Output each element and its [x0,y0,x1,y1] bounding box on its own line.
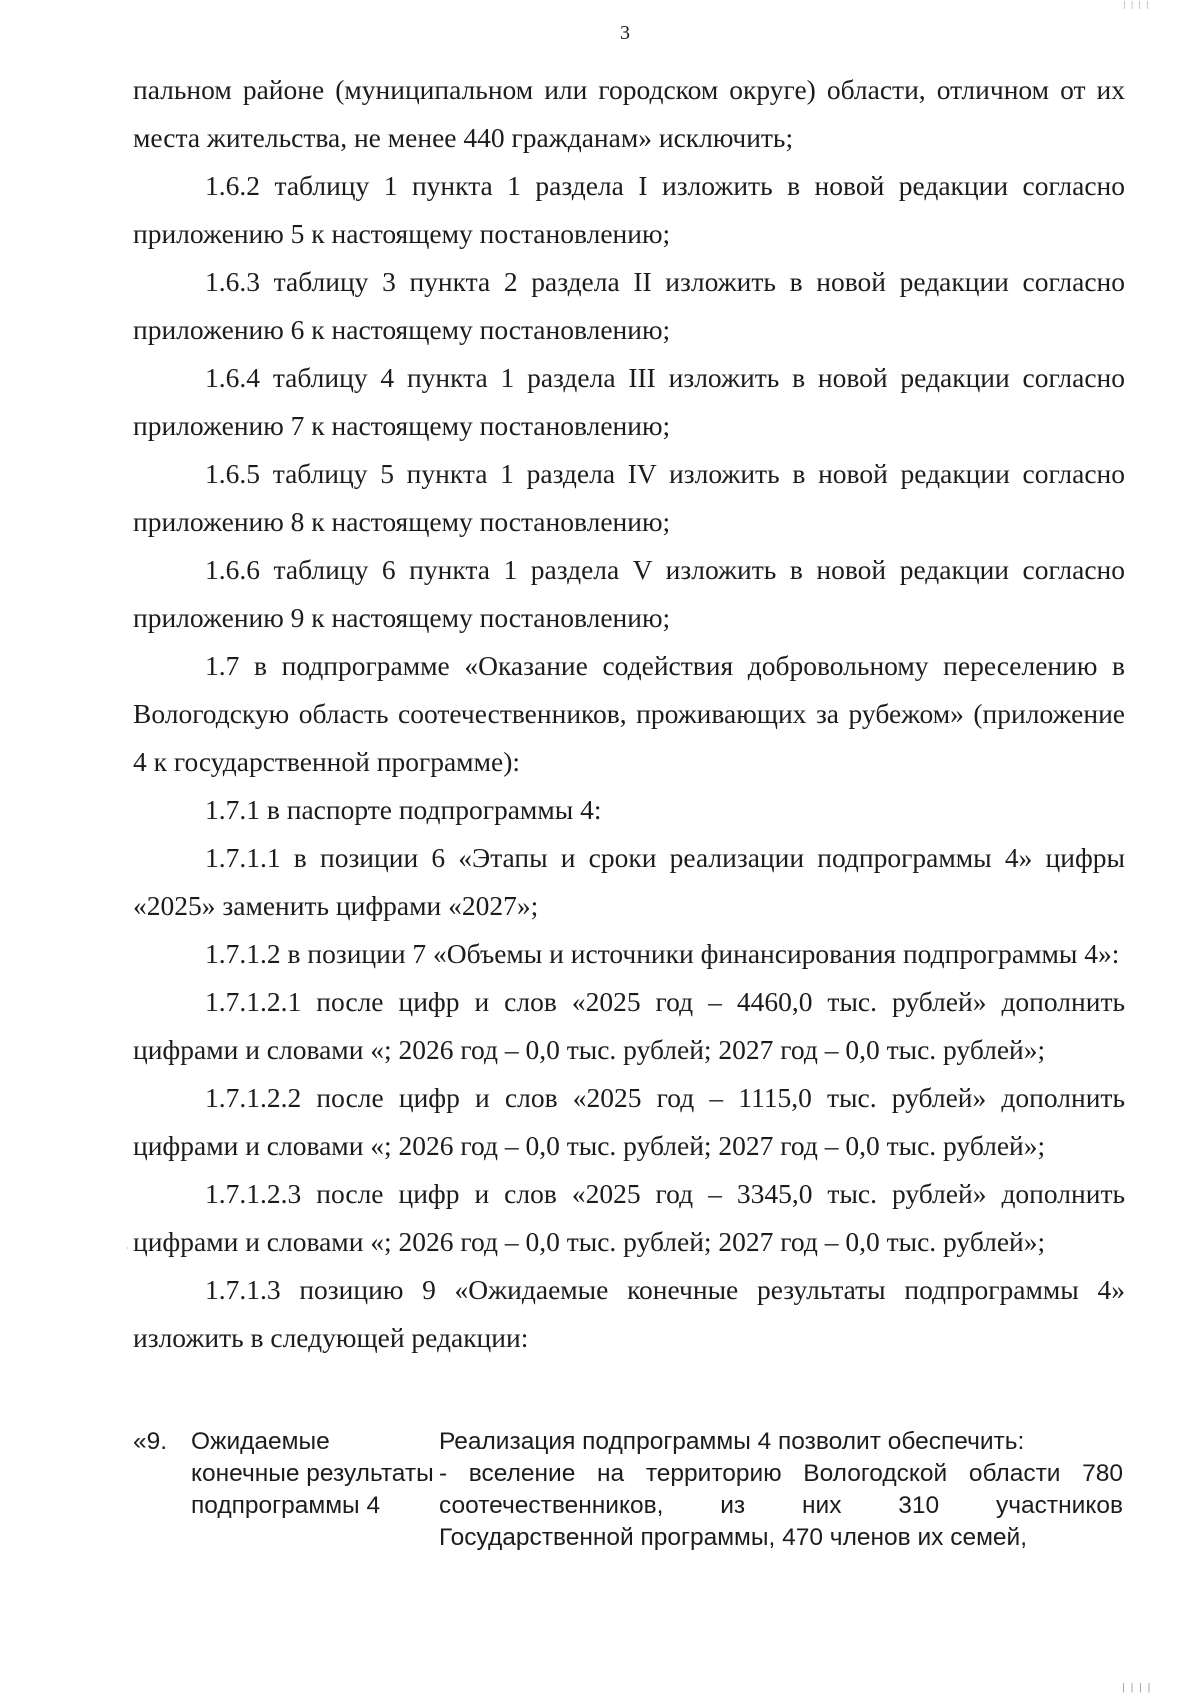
paragraph: 1.6.5 таблицу 5 пункта 1 раздела IV изложить в новой редакции согласно приложению 8 к настоящему постановлению; [133,458,1125,537]
table-cell-name: Ожидаемые конечные результаты подпрограммы 4 [191,1428,434,1519]
scan-artifact-top: | | | | [1123,0,1150,9]
paragraph: 1.6.4 таблицу 4 пункта 1 раздела III изложить в новой редакции согласно приложению 7 к настоящему постановлению; [133,362,1125,441]
table-value-line: - вселение на территорию Вологодской области 780 соотечественников, из них 310 участников Государственной программы, 470 членов их семей, [439,1460,1123,1551]
paragraph: 1.6.2 таблицу 1 пункта 1 раздела I изложить в новой редакции согласно приложению 5 к настоящему постановлению; [133,170,1125,249]
scan-artifact-dot: · [126,1244,129,1253]
passport-table-row [133,1426,1123,1554]
paragraph: 1.7.1.2 в позиции 7 «Объемы и источники финансирования подпрограммы 4»: [205,938,1120,969]
paragraph: 1.6.3 таблицу 3 пункта 2 раздела II изложить в новой редакции согласно приложению 6 к настоящему постановлению; [133,266,1125,345]
paragraph: 1.6.6 таблицу 6 пункта 1 раздела V изложить в новой редакции согласно приложению 9 к настоящему постановлению; [133,554,1125,633]
paragraph: 1.7 в подпрограмме «Оказание содействия добровольному переселению в Вологодскую область соотечественников, проживающих за рубежом» (приложение 4 к государственной программе): [133,650,1125,777]
paragraph: 1.7.1.3 позицию 9 «Ожидаемые конечные результаты подпрограммы 4» изложить в следующей редакции: [133,1274,1125,1353]
table-cell-number: «9. [133,1428,168,1455]
page-number: 3 [620,22,630,44]
document-body [133,66,1125,1362]
paragraph: 1.7.1.2.1 после цифр и слов «2025 год – 4460,0 тыс. рублей» дополнить цифрами и словами «; 2026 год – 0,0 тыс. рублей; 2027 год – 0,0 тыс. рублей»; [133,986,1125,1065]
table-cell-value [439,1426,1123,1554]
paragraph: 1.7.1.2.2 после цифр и слов «2025 год – 1115,0 тыс. рублей» дополнить цифрами и словами «; 2026 год – 0,0 тыс. рублей; 2027 год – 0,0 тыс. рублей»; [133,1082,1125,1161]
paragraph: 1.7.1.1 в позиции 6 «Этапы и сроки реализации подпрограммы 4» цифры «2025» заменить цифрами «2027»; [133,842,1125,921]
paragraph: пальном районе (муниципальном или городском округе) области, отличном от их места жительства, не менее 440 гражданам» исключить; [133,74,1125,153]
paragraph: 1.7.1.2.3 после цифр и слов «2025 год – 3345,0 тыс. рублей» дополнить цифрами и словами «; 2026 год – 0,0 тыс. рублей; 2027 год – 0,0 тыс. рублей»; [133,1178,1125,1257]
scan-artifact-bottom: | | | | [1122,1682,1152,1693]
paragraph: 1.7.1 в паспорте подпрограммы 4: [205,794,602,825]
table-value-line: Реализация подпрограммы 4 позволит обеспечить: [439,1428,1025,1455]
